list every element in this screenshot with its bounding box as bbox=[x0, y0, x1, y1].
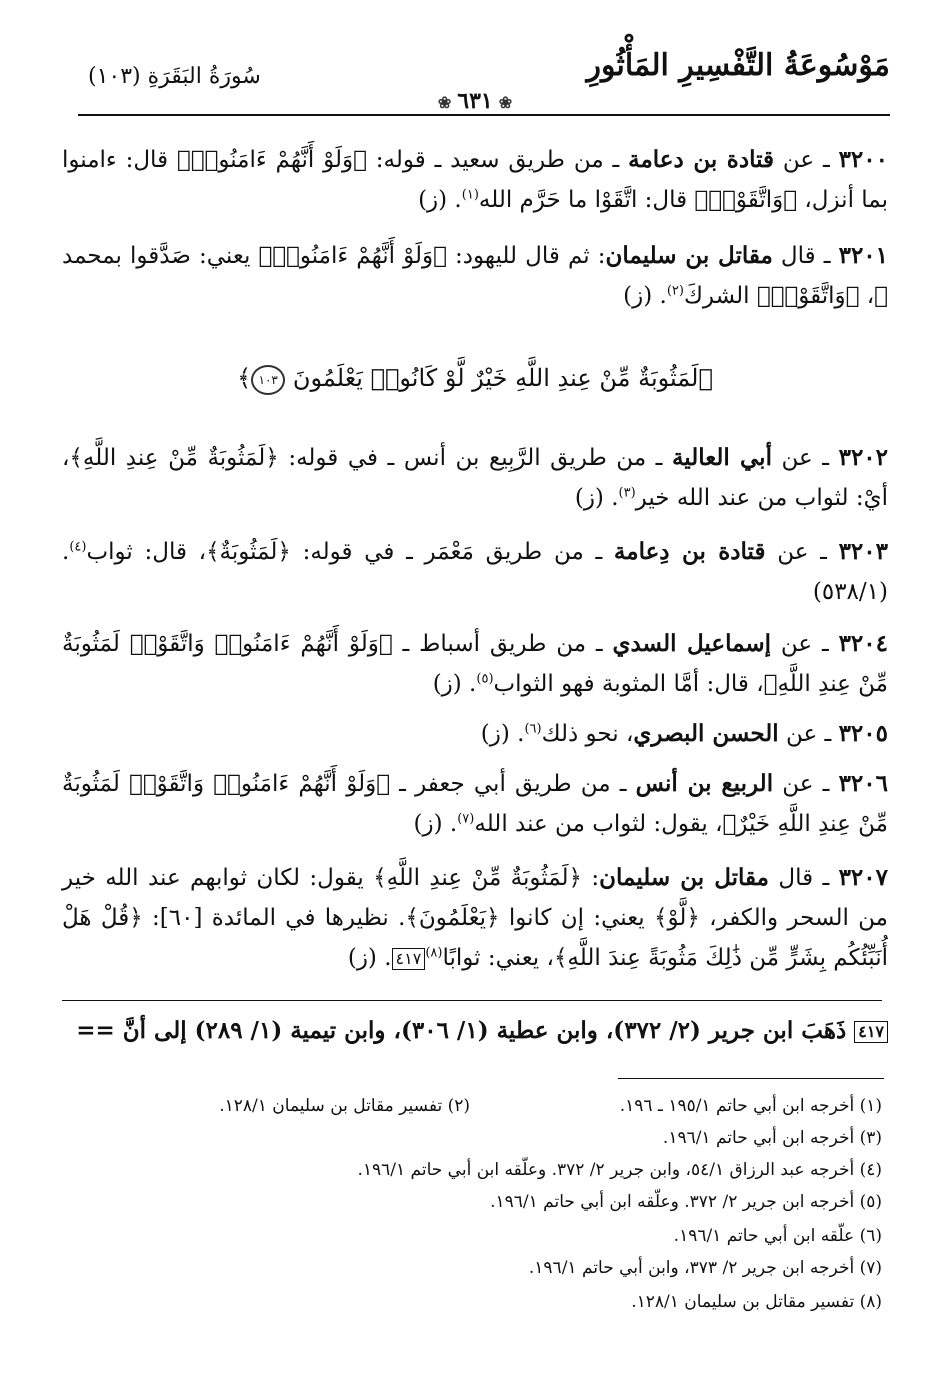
footnote-ref[interactable]: (٨) bbox=[425, 945, 443, 961]
narration-3207 bbox=[62, 858, 888, 978]
narration-text: : ﴿لَمَثُوبَةٌ مِّنْ عِندِ اللَّهِ﴾ يقول: لكان ثوابهم عند الله خير من السحر والكفر، ﴿لَّوْ﴾ يعني: إن كانوا ﴿يَعْلَمُونَ﴾. نظيرها في المائدة [٦٠]: ﴿قُلْ هَلْ أُنَبِّئُكُم بِشَرٍّ مِّن ذَٰلِكَ مَثُوبَةً عِندَ اللَّهِ﴾، يعني: ثوابًا bbox=[62, 865, 888, 971]
footnote-ref[interactable]: (٢) bbox=[666, 283, 684, 299]
footnote-2: (٢) تفسير مقاتل بن سليمان ١٢٨/١. bbox=[219, 1096, 470, 1116]
narration-number: ٣٢٠٥ bbox=[838, 720, 888, 747]
narrator-name: مقاتل بن سليمان bbox=[605, 242, 773, 269]
narration-prefix: ـ عن bbox=[765, 539, 839, 565]
narration-prefix: ـ قال bbox=[772, 243, 839, 269]
narrator-name: أبي العالية bbox=[671, 444, 772, 471]
narration-text: ـ من طريق أبي جعفر ـ ﴿وَلَوْ أَنَّهُمْ ءَامَنُوا۟ وَاتَّقَوْا۟ لَمَثُوبَةٌ مِّنْ عِندِ اللَّهِ خَيْرٌ﴾، يقول: لثواب من عند الله bbox=[62, 771, 888, 837]
narration-3203 bbox=[62, 532, 888, 612]
commentary-number-box: ٤١٧ bbox=[854, 1021, 888, 1043]
commentary-line bbox=[50, 1014, 888, 1048]
narration-prefix: ـ عن bbox=[773, 771, 839, 797]
footnote-5: (٥) أخرجه ابن جرير ٢/ ٣٧٢. وعلّقه ابن أبي حاتم ١٩٦/١. bbox=[490, 1192, 882, 1212]
narration-tail: . (ز) bbox=[432, 671, 477, 697]
footnote-ref[interactable]: (٥) bbox=[476, 671, 494, 687]
footnote-ref[interactable]: (١) bbox=[461, 187, 479, 203]
narrator-name: إسماعيل السدي bbox=[612, 630, 772, 657]
narration-tail: . (ز) bbox=[480, 721, 525, 747]
footnote-8: (٨) تفسير مقاتل بن سليمان ١٢٨/١. bbox=[631, 1292, 882, 1312]
narration-prefix: ـ قال bbox=[768, 865, 839, 891]
footnote-6: (٦) علّقه ابن أبي حاتم ١٩٦/١. bbox=[673, 1226, 882, 1246]
narration-prefix: ـ عن bbox=[771, 445, 839, 471]
narration-number: ٣٢٠٢ bbox=[838, 444, 889, 471]
narration-number: ٣٢٠٣ bbox=[838, 538, 888, 565]
footnote-3: (٣) أخرجه ابن أبي حاتم ١٩٦/١. bbox=[662, 1128, 882, 1148]
narration-tail: . (ز) bbox=[413, 811, 458, 837]
narration-prefix: ـ عن bbox=[771, 631, 839, 657]
surah-label: سُورَةُ البَقَرَةِ (١٠٣) bbox=[88, 64, 261, 89]
narration-3202 bbox=[62, 438, 888, 518]
narration-number: ٣٢٠٤ bbox=[838, 630, 888, 657]
narration-3200 bbox=[62, 140, 888, 220]
footnote-ref[interactable]: (٣) bbox=[618, 485, 636, 501]
footnote-ref[interactable]: (٤) bbox=[69, 539, 87, 555]
commentary-ref-box[interactable]: ٤١٧ bbox=[392, 948, 426, 970]
verse-heading bbox=[0, 364, 950, 395]
narration-number: ٣٢٠١ bbox=[838, 242, 889, 269]
narration-number: ٣٢٠٠ bbox=[838, 146, 888, 173]
footnote-ref[interactable]: (٦) bbox=[524, 721, 542, 737]
narrator-name: الربيع بن أنس bbox=[635, 770, 774, 797]
narration-text: ـ من طريق الرَّبِيع بن أنس ـ في قوله: ﴿لَمَثُوبَةٌ مِّنْ عِندِ اللَّهِ﴾، أيْ: لثواب من عند الله خير bbox=[62, 445, 888, 511]
narration-prefix: ـ عن bbox=[778, 721, 839, 747]
narration-tail: . (ز) bbox=[347, 945, 392, 971]
verse-close: ﴾ bbox=[237, 364, 252, 392]
narration-text: ، نحو ذلك bbox=[541, 721, 634, 747]
narrator-name: مقاتل بن سليمان bbox=[599, 864, 769, 891]
narration-3204 bbox=[62, 624, 888, 704]
narration-text: ـ من طريق سعيد ـ قوله: ﴿وَلَوْ أَنَّهُمْ ءَامَنُوا۟﴾ قال: ءامنوا بما أنزل، ﴿وَاتَّقَوْا۟﴾ قال: اتَّقَوْا ما حَرَّم الله bbox=[62, 147, 888, 213]
narration-text: ـ من طريق مَعْمَر ـ في قوله: ﴿لَمَثُوبَةٌ﴾، قال: ثواب bbox=[86, 539, 614, 565]
header-rule bbox=[78, 114, 890, 116]
book-title: مَوْسُوعَةُ التَّفْسِيرِ المَأْثُورِ bbox=[586, 48, 890, 83]
narration-3205 bbox=[62, 714, 888, 754]
footnote-1: (١) أخرجه ابن أبي حاتم ١٩٥/١ ـ ١٩٦. bbox=[619, 1096, 882, 1116]
narration-tail: . (ز) bbox=[623, 283, 667, 309]
narration-tail: . (ز) bbox=[574, 485, 619, 511]
narration-3201 bbox=[62, 236, 888, 316]
narration-number: ٣٢٠٧ bbox=[838, 864, 888, 891]
ayah-number-icon: ١٠٣ bbox=[251, 365, 285, 395]
footnote-4: (٤) أخرجه عبد الرزاق ٥٤/١، وابن جرير ٢/ ٣٧٢. وعلّقه ابن أبي حاتم ١٩٦/١. bbox=[357, 1160, 882, 1180]
page-number: ٦٣١ bbox=[457, 88, 493, 114]
verse-text: ﴿لَمَثُوبَةٌ مِّنْ عِندِ اللَّهِ خَيْرٌ لَّوْ كَانُوا۟ يَعْلَمُونَ bbox=[292, 364, 713, 392]
narration-text: ـ من طريق أسباط ـ ﴿وَلَوْ أَنَّهُمْ ءَامَنُوا۟ وَاتَّقَوْا۟ لَمَثُوبَةٌ مِّنْ عِندِ اللَّهِ﴾، قال: أمَّا المثوبة فهو الثواب bbox=[62, 631, 888, 697]
ornament-icon: ❀ bbox=[437, 93, 452, 112]
narration-prefix: ـ عن bbox=[774, 147, 839, 173]
narration-3206 bbox=[62, 764, 888, 844]
commentary-text: ذَهَبَ ابن جرير (٢/ ٣٧٢)، وابن عطية (١/ ٣٠٦)، وابن تيمية (١/ ٢٨٩) إلى أنَّ == bbox=[76, 1017, 847, 1044]
narration-text: : ثم قال لليهود: ﴿وَلَوْ أَنَّهُمْ ءَامَنُوا۟﴾ يعني: صَدَّقوا بمحمد ﷺ، ﴿وَاتَّقَوْا۟﴾ الشركَ bbox=[62, 243, 888, 309]
narrator-name: الحسن البصري bbox=[633, 720, 779, 747]
narration-tail: . (ز) bbox=[418, 187, 462, 213]
footnote-ref[interactable]: (٧) bbox=[457, 811, 475, 827]
narrator-name: قتادة بن دِعامة bbox=[613, 538, 766, 565]
ornament-icon: ❀ bbox=[498, 93, 513, 112]
footnote-7: (٧) أخرجه ابن جرير ٢/ ٣٧٣، وابن أبي حاتم ١٩٦/١. bbox=[528, 1258, 882, 1278]
narration-tail: . (٥٣٨/١) bbox=[62, 539, 888, 605]
page-number-row bbox=[0, 88, 950, 114]
footnote-rule bbox=[618, 1078, 884, 1079]
narration-number: ٣٢٠٦ bbox=[838, 770, 888, 797]
narrator-name: قتادة بن دعامة bbox=[628, 146, 775, 173]
commentary-separator bbox=[62, 1000, 882, 1001]
